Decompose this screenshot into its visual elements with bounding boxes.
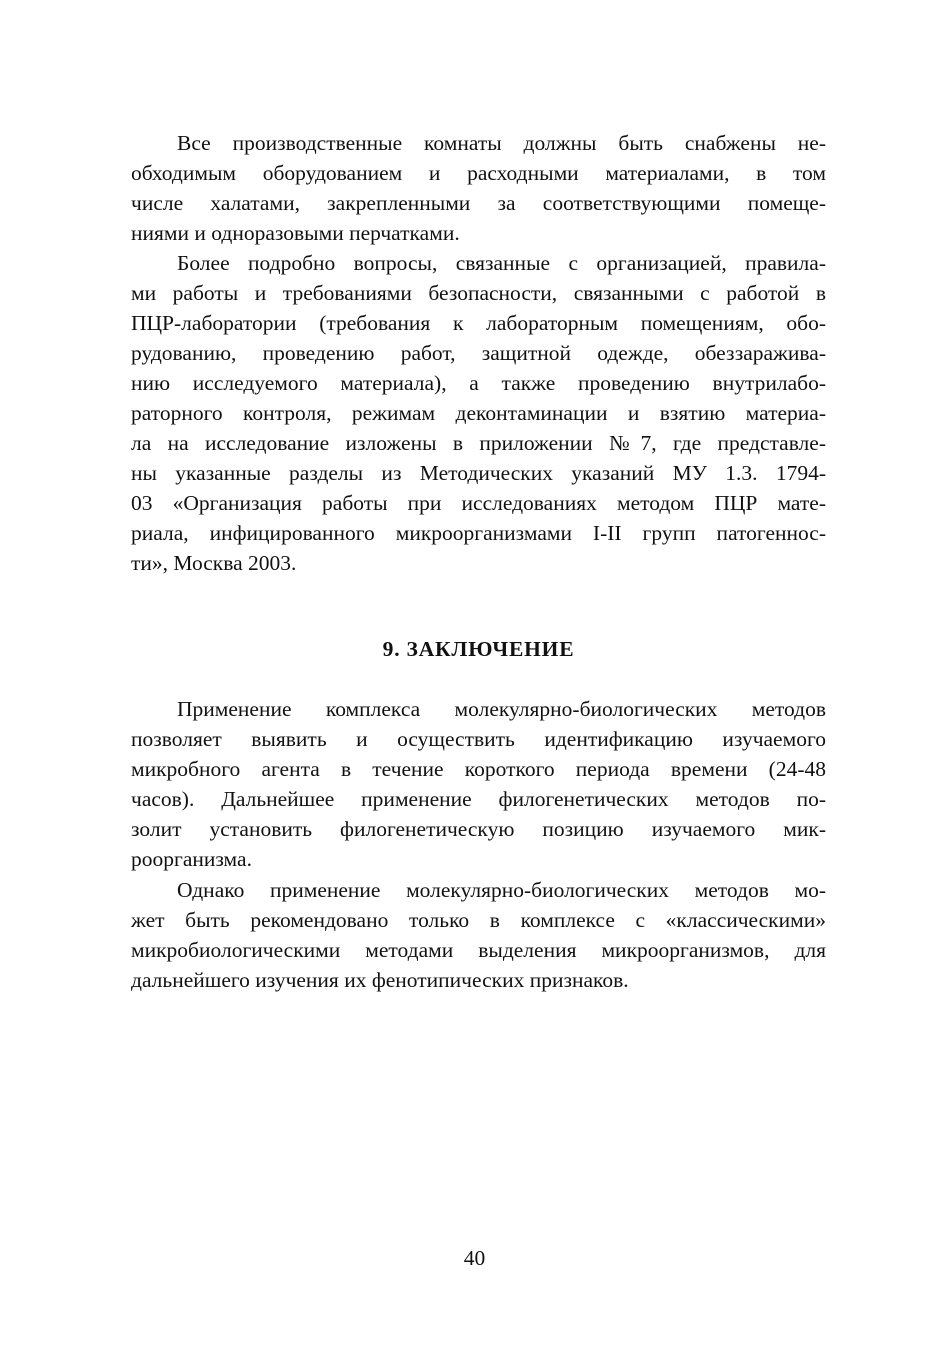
text-line: обходимым оборудованием и расходными материалами, в том xyxy=(131,161,826,185)
text-line: ниями и одноразовыми перчатками. xyxy=(131,221,460,245)
text-line: ми работы и требованиями безопасности, связанными с работой в xyxy=(131,281,826,305)
text-line: нию исследуемого материала), а также проведению внутрилабо- xyxy=(131,371,826,395)
text-line: Все производственные комнаты должны быть снабжены не- xyxy=(177,131,826,155)
text-line: рудованию, проведению работ, защитной одежде, обеззаражива- xyxy=(131,341,826,365)
text-line: дальнейшего изучения их фенотипических признаков. xyxy=(131,968,629,992)
text-line: микробиологическими методами выделения микроорганизмов, для xyxy=(131,938,826,962)
text-line: часов). Дальнейшее применение филогенетических методов по- xyxy=(131,787,826,811)
text-line: Более подробно вопросы, связанные с организацией, правила- xyxy=(177,251,826,275)
text-line: жет быть рекомендовано только в комплексе с «классическими» xyxy=(131,908,826,932)
text-line: ны указанные разделы из Методических указаний МУ 1.3. 1794- xyxy=(131,461,826,485)
text-line: микробного агента в течение короткого периода времени (24-48 xyxy=(131,757,826,781)
text-line: Однако применение молекулярно-биологических методов мо- xyxy=(177,878,826,902)
text-line: раторного контроля, режимам деконтаминации и взятию материа- xyxy=(131,401,826,425)
text-line: риала, инфицированного микроорганизмами I-II групп патогеннос- xyxy=(131,521,826,545)
text-line: 03 «Организация работы при исследованиях методом ПЦР мате- xyxy=(131,491,826,515)
text-line: ла на исследование изложены в приложении №7, где представле- xyxy=(131,431,826,455)
text-line: числе халатами, закрепленными за соответствующими помеще- xyxy=(131,191,826,215)
section-heading: 9. ЗАКЛЮЧЕНИЕ xyxy=(382,637,575,661)
text-line: Применение комплекса молекулярно-биологических методов xyxy=(177,697,826,721)
text-line: ти», Москва 2003. xyxy=(131,551,297,575)
page-number: 40 xyxy=(463,1246,486,1270)
text-line: позволяет выявить и осуществить идентификацию изучаемого xyxy=(131,727,826,751)
text-line: золит установить филогенетическую позицию изучаемого мик- xyxy=(131,817,826,841)
text-line: роорганизма. xyxy=(131,847,252,871)
text-line: ПЦР-лаборатории (требования к лабораторным помещениям, обо- xyxy=(131,311,826,335)
